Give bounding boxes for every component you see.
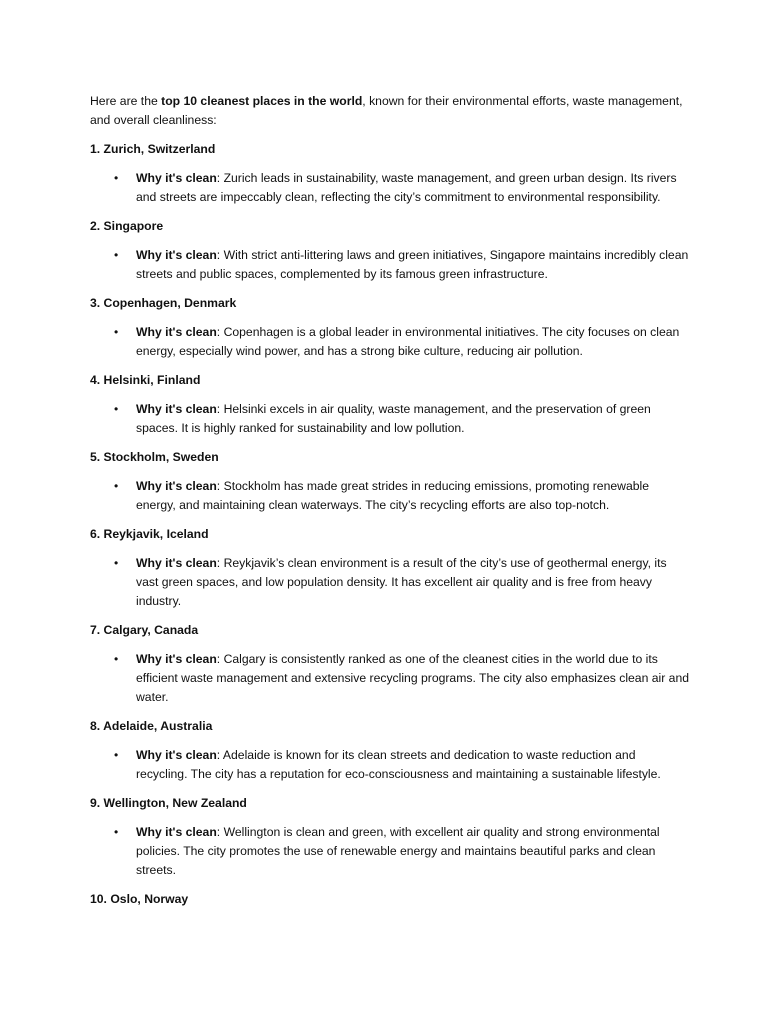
bullet-icon: • <box>114 652 119 666</box>
intro-prefix: Here are the <box>90 94 162 108</box>
heading-item-3: 3. Copenhagen, Denmark <box>90 296 237 310</box>
list-item <box>90 323 690 361</box>
reason-label: Why it's clean <box>136 325 217 339</box>
reason-label: Why it's clean <box>136 652 217 666</box>
intro-bold: top 10 cleanest places in the world <box>161 94 363 108</box>
reason-label: Why it's clean <box>136 479 217 493</box>
list-item <box>90 400 690 438</box>
heading-item-8: 8. Adelaide, Australia <box>90 719 213 733</box>
bullet-icon: • <box>114 748 119 762</box>
list-item <box>90 169 690 207</box>
bullet-icon: • <box>114 248 119 262</box>
reason-text: : Adelaide is known for its clean streets and dedication to waste reduction and recycling. The city has a reputation for eco-consciousness and maintaining a sustainable lifestyle. <box>136 748 661 781</box>
intro-paragraph <box>90 92 690 130</box>
bullet-icon: • <box>114 402 119 416</box>
heading-item-10: 10. Oslo, Norway <box>90 892 189 906</box>
reason-list-8 <box>90 746 690 784</box>
list-item <box>90 246 690 284</box>
bullet-icon: • <box>114 325 119 339</box>
reason-list-4 <box>90 400 690 438</box>
reason-label: Why it's clean <box>136 748 217 762</box>
reason-text: : Wellington is clean and green, with excellent air quality and strong environmental policies. The city promotes the use of renewable energy and maintains beautiful parks and clean streets. <box>136 825 660 877</box>
heading-item-7: 7. Calgary, Canada <box>90 623 199 637</box>
heading-item-9: 9. Wellington, New Zealand <box>90 796 247 810</box>
reason-list-7 <box>90 650 690 707</box>
list-item <box>90 554 690 611</box>
intro-suffix: , known for their environmental efforts, waste management, and overall cleanliness: <box>90 94 683 127</box>
heading-item-2: 2. Singapore <box>90 219 164 233</box>
reason-text: : Copenhagen is a global leader in environmental initiatives. The city focuses on clean energy, especially wind power, and has a strong bike culture, reducing air pollution. <box>136 325 680 358</box>
reason-text: : Helsinki excels in air quality, waste management, and the preservation of green spaces. It is highly ranked for sustainability and low pollution. <box>136 402 651 435</box>
heading-item-4: 4. Helsinki, Finland <box>90 373 201 387</box>
reason-list-1 <box>90 169 690 207</box>
reason-label: Why it's clean <box>136 248 217 262</box>
heading-item-5: 5. Stockholm, Sweden <box>90 450 219 464</box>
reason-label: Why it's clean <box>136 825 217 839</box>
bullet-icon: • <box>114 171 119 185</box>
reason-label: Why it's clean <box>136 556 217 570</box>
reason-label: Why it's clean <box>136 171 217 185</box>
reason-text: : Stockholm has made great strides in reducing emissions, promoting renewable energy, and maintaining clean waterways. The city’s recycling efforts are also top-notch. <box>136 479 649 512</box>
bullet-icon: • <box>114 479 119 493</box>
reason-list-3 <box>90 323 690 361</box>
document-page <box>90 92 690 919</box>
reason-text: : Zurich leads in sustainability, waste management, and green urban design. Its rivers and streets are impeccably clean, reflecting the city’s commitment to environmental responsibility. <box>136 171 677 204</box>
reason-text: : Calgary is consistently ranked as one of the cleanest cities in the world due to its efficient waste management and extensive recycling programs. The city also emphasizes clean air and water. <box>136 652 690 704</box>
reason-list-5 <box>90 477 690 515</box>
heading-item-6: 6. Reykjavik, Iceland <box>90 527 209 541</box>
reason-list-2 <box>90 246 690 284</box>
reason-text: : With strict anti-littering laws and green initiatives, Singapore maintains incredibly clean streets and public spaces, complemented by its famous green infrastructure. <box>136 248 689 281</box>
reason-label: Why it's clean <box>136 402 217 416</box>
bullet-icon: • <box>114 825 119 839</box>
list-item <box>90 650 690 707</box>
list-item <box>90 746 690 784</box>
heading-item-1: 1. Zurich, Switzerland <box>90 142 216 156</box>
list-item <box>90 823 690 880</box>
reason-text: : Reykjavik’s clean environment is a result of the city’s use of geothermal energy, its vast green spaces, and low population density. It has excellent air quality and is free from heavy industry. <box>136 556 667 608</box>
bullet-icon: • <box>114 556 119 570</box>
reason-list-6 <box>90 554 690 611</box>
reason-list-9 <box>90 823 690 880</box>
list-item <box>90 477 690 515</box>
